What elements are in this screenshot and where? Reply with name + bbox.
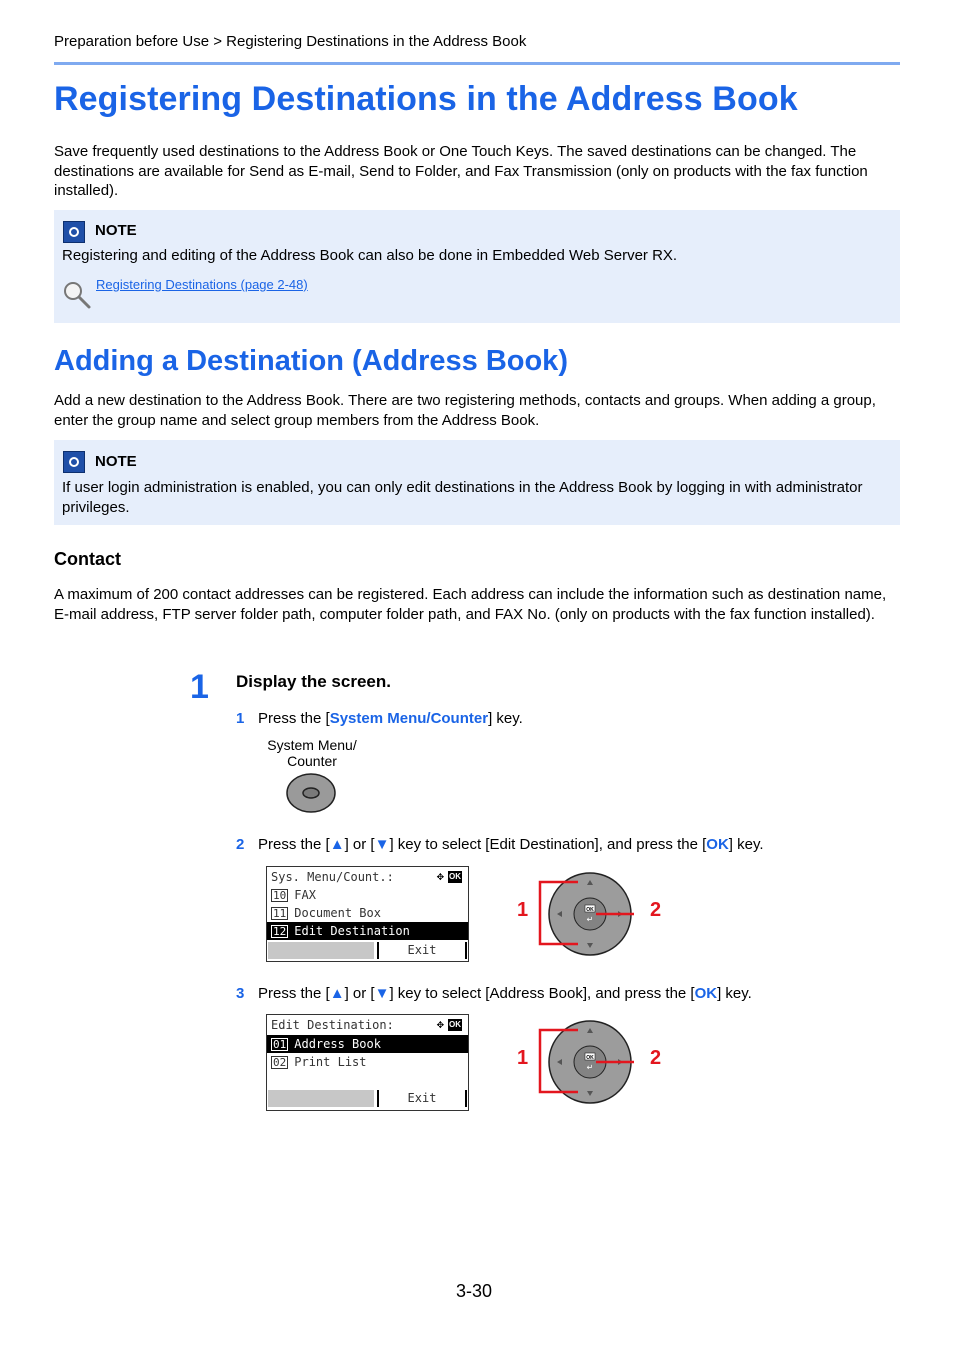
- note-box-2: [54, 440, 900, 525]
- down-arrow-icon: ▼: [374, 985, 390, 1002]
- enter-icon: ↵: [586, 1063, 594, 1072]
- note-label: NOTE: [95, 222, 137, 239]
- lcd-title: Sys. Menu/Count.:: [271, 870, 394, 884]
- key-name: OK: [706, 836, 729, 853]
- keypad-diagram-1: [510, 866, 670, 962]
- callout-2: 2: [650, 899, 662, 921]
- intro-paragraph: Save frequently used destinations to the Address Book or One Touch Keys. The saved destinations can be changed. The destinations are available for Send as E-mail, Send to Folder, and Fax Transmission (only on products with the fax function installed).: [54, 143, 868, 199]
- section-title: Adding a Destination (Address Book): [54, 345, 568, 377]
- lcd-softkey-bar: [268, 942, 374, 959]
- substep-number: 3: [236, 985, 245, 1002]
- lcd-list-item-selected: 01 Address Book: [267, 1035, 468, 1053]
- page-title: Registering Destinations in the Address Book: [54, 80, 798, 118]
- navigation-arrows-icon: ✥: [436, 1017, 444, 1031]
- down-arrow-icon: ▼: [374, 836, 390, 853]
- lcd-list-item: 11 Document Box: [273, 906, 381, 920]
- keypad-diagram-2: [510, 1014, 670, 1110]
- magnifier-icon: [62, 280, 92, 310]
- page-number: 3-30: [456, 1281, 493, 1301]
- navigation-arrows-icon: ✥: [436, 869, 444, 883]
- keypad-ok-label: OK: [586, 1055, 594, 1061]
- step-number: 1: [190, 668, 209, 706]
- key-name: System Menu/Counter: [329, 710, 489, 727]
- lcd-softkey-bar: [268, 1090, 374, 1107]
- up-arrow-icon: ▲: [329, 836, 345, 853]
- lcd-list-item: 10 FAX: [273, 888, 316, 902]
- substep-2: 2 Press the [▲] or [▼] key to select [Edit Destination], and press the [OK] key.: [236, 836, 764, 853]
- note-text: Registering and editing of the Address Book can also be done in Embedded Web Server RX.: [62, 247, 678, 264]
- lcd-list-item: 02 Print List: [273, 1055, 367, 1069]
- note-icon: [63, 451, 85, 473]
- up-arrow-icon: ▲: [329, 985, 345, 1002]
- lcd-screen-2: [266, 1014, 469, 1111]
- lcd-list-item-selected: 12 Edit Destination: [267, 922, 468, 940]
- substep-number: 1: [236, 710, 245, 727]
- note-text: If user login administration is enabled, you can only edit destinations in the Address Book by logging in with administrator privileges.: [62, 479, 863, 516]
- callout-1: 1: [517, 1047, 529, 1069]
- system-menu-key-icon[interactable]: [285, 772, 337, 814]
- reference-link[interactable]: Registering Destinations (page 2-48): [96, 277, 308, 292]
- note-icon: [63, 221, 85, 243]
- callout-1: 1: [517, 899, 529, 921]
- lcd-screen-1: [266, 866, 469, 962]
- lcd-title: Edit Destination:: [271, 1018, 394, 1032]
- contact-heading: Contact: [54, 549, 121, 569]
- step-title: Display the screen.: [236, 672, 391, 691]
- lcd-exit-softkey: Exit: [377, 1090, 467, 1107]
- callout-2: 2: [650, 1047, 662, 1069]
- section-intro: Add a new destination to the Address Book. There are two registering methods, contacts and groups. When adding a group, enter the group name and select group members from the Address Book.: [54, 392, 876, 429]
- header-rule: [54, 62, 900, 65]
- substep-3: 3 Press the [▲] or [▼] key to select [Address Book], and press the [OK] key.: [236, 985, 752, 1002]
- note-label: NOTE: [95, 453, 137, 470]
- breadcrumb: Preparation before Use > Registering Destinations in the Address Book: [54, 33, 527, 50]
- ok-badge-icon: OK: [449, 1020, 461, 1029]
- lcd-exit-softkey: Exit: [377, 942, 467, 959]
- ok-badge-icon: OK: [449, 872, 461, 881]
- note-box-1: [54, 210, 900, 323]
- substep-1: 1 Press the [System Menu/Counter] key.: [236, 710, 523, 727]
- enter-icon: ↵: [586, 915, 594, 924]
- contact-paragraph: A maximum of 200 contact addresses can be registered. Each address can include the information such as destination name, E-mail address, FTP server folder path, computer folder path, and FAX No. (only on products with the fax function installed).: [54, 586, 887, 623]
- key-caption: System Menu/ Counter: [267, 737, 357, 769]
- substep-number: 2: [236, 836, 245, 853]
- key-name: OK: [694, 985, 718, 1002]
- keypad-ok-label: OK: [586, 907, 594, 913]
